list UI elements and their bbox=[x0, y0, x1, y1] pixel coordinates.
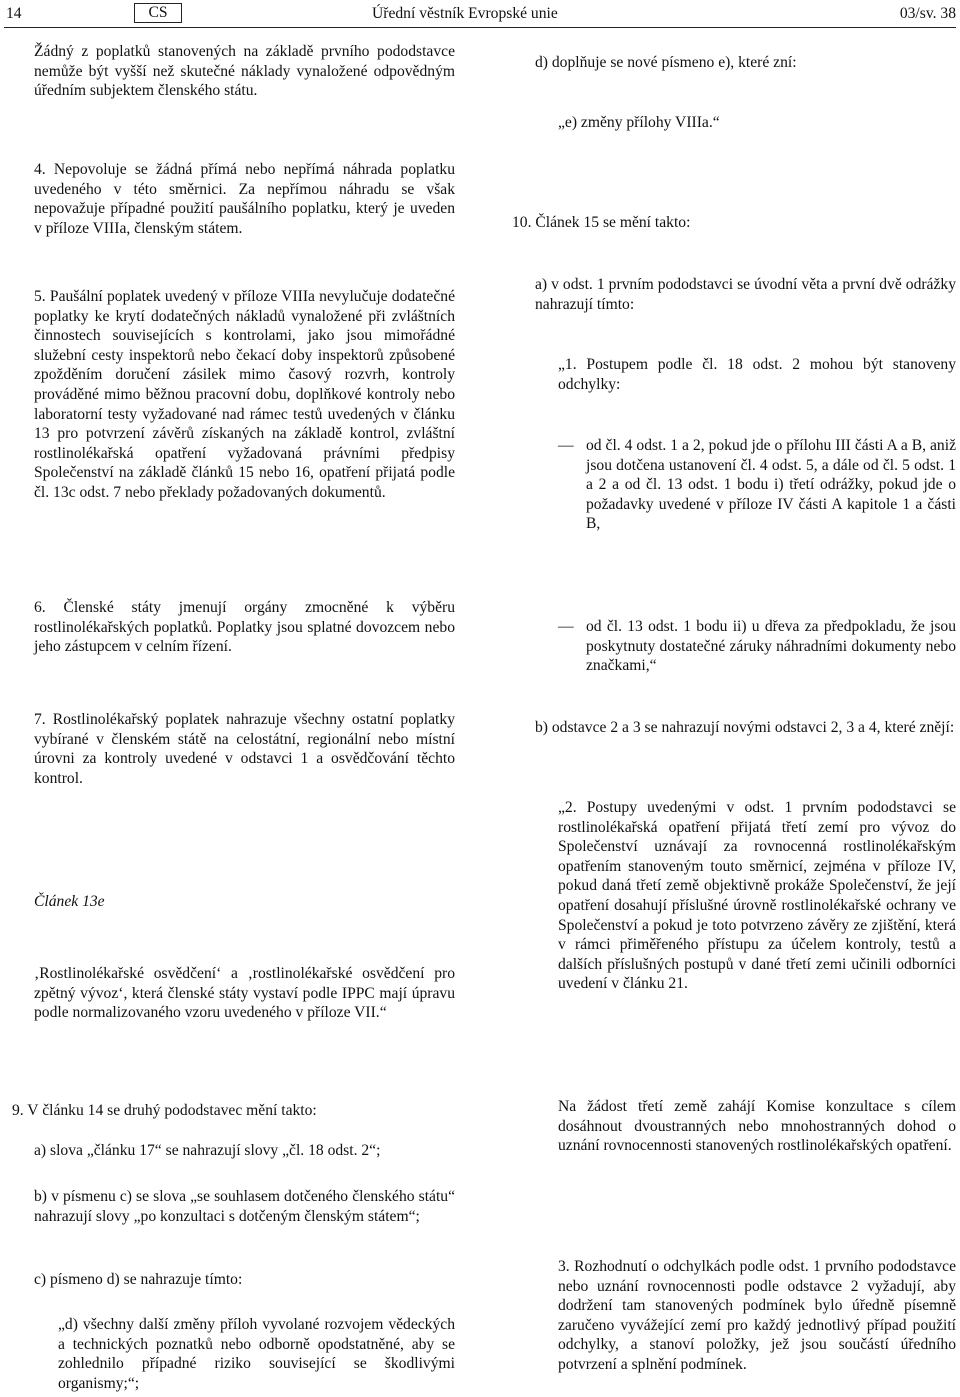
journal-title: Úřední věstník Evropské unie bbox=[372, 5, 558, 22]
paragraph-4: 4. Nepovoluje se žádná přímá nebo nepřímá náhrada poplatku uvedeného v této směrnici. Za nepřímou náhradu se však nepovažuje případné použití paušálního poplatku, který je uveden v příloze VIIIa, členským státem. bbox=[34, 161, 455, 237]
paragraph-10: 10. Článek 15 se mění takto: bbox=[512, 214, 691, 231]
dash-item-1 bbox=[558, 436, 956, 534]
paragraph-10a: a) v odst. 1 prvním pododstavci se úvodní věta a první dvě odrážky nahrazují tímto: bbox=[535, 276, 956, 313]
paragraph-9: 9. V článku 14 se druhý pododstavec mění takto: bbox=[12, 1102, 317, 1119]
paragraph-9c-quote: „d) všechny další změny příloh vyvolané rozvojem vědeckých a technických poznatků nebo odborně opodstatněné, aby se zohlednilo případné riziko související se škodlivými organismy;“; bbox=[58, 1316, 455, 1392]
paragraph-fee-limit: Žádný z poplatků stanovených na základě prvního pododstavce nemůže být vyšší než skutečné náklady vynaložené odpovědným úředním subjektem členského státu. bbox=[34, 43, 455, 100]
header-rule bbox=[4, 27, 956, 28]
paragraph-7: 7. Rostlinolékařský poplatek nahrazuje všechny ostatní poplatky vybírané v členském státě na celostátní, regionální nebo místní úrovni za kontroly uvedené v odstavci 1 a osvědčování těchto kontrol. bbox=[34, 711, 455, 787]
quote-point-1: „1. Postupem podle čl. 18 odst. 2 mohou být stanoveny odchylky: bbox=[558, 356, 956, 393]
article-13e-text: ‚Rostlinolékařské osvědčení‘ a ‚rostlinolékařské osvědčení pro zpětný vývoz‘, která členské státy vystaví podle IPPC mají úpravu podle normalizovaného vzoru uvedeného v příloze VII.“ bbox=[34, 965, 455, 1022]
paragraph-9c: c) písmeno d) se nahrazuje tímto: bbox=[34, 1271, 243, 1288]
dash-item-text: od čl. 13 odst. 1 bodu ii) u dřeva za předpokladu, že jsou poskytnuty dostatečné záruky náhradními dokumenty nebo značkami,“ bbox=[586, 618, 956, 675]
paragraph-d-quote: „e) změny přílohy VIIIa.“ bbox=[558, 114, 720, 131]
quote-point-3: 3. Rozhodnutí o odchylkách podle odst. 1 prvního pododstavce nebo uznání rovnocennosti podle odstavce 2 vyžadují, aby dodržení tam stanovených podmínek bylo úředně písemně zaručeno vyvážející zemí pro každý jednotlivý případ použití odchylky, a stanoví položky, jež jsou součástí úředního potvrzení a splnění podmínek. bbox=[558, 1258, 956, 1373]
paragraph-6: 6. Členské státy jmenují orgány zmocněné k výběru rostlinolékařských poplatků. Poplatky jsou splatné dovozcem nebo jeho zástupcem v celním řízení. bbox=[34, 599, 455, 656]
paragraph-d: d) doplňuje se nové písmeno e), které zní: bbox=[535, 54, 797, 71]
dash-item-2 bbox=[558, 617, 956, 676]
article-13e-title: Článek 13e bbox=[34, 893, 105, 910]
paragraph-9a: a) slova „článku 17“ se nahrazují slovy „čl. 18 odst. 2“; bbox=[34, 1142, 381, 1159]
dash-marker: — bbox=[558, 618, 574, 635]
paragraph-10b: b) odstavce 2 a 3 se nahrazují novými odstavci 2, 3 a 4, které znějí: bbox=[535, 719, 955, 736]
issue-number: 03/sv. 38 bbox=[899, 5, 956, 22]
paragraph-5: 5. Paušální poplatek uvedený v příloze VIIIa nevylučuje dodatečné poplatky ke krytí dodatečných nákladů vynaložené při zvláštních činnostech souvisejících s kontrolami, jako jsou mimořádné služební cesty inspektorů nebo čekací doby inspektorů způsobené zpožděním doručení zásilek mimo časový rozvrh, kontroly prováděné mimo běžnou pracovní dobu, doplňkové kontroly nebo laboratorní testy vyžadované nad rámec testů uvedených v článku 13 pro potvrzení závěrů získaných na základě kontrol, zvláštní rostlinolékařská opatření vyžadovaná právními předpisy Společenství na základě článků 15 nebo 16, opatření přijatá podle čl. 13c odst. 7 nebo překlady požadovaných dokumentů. bbox=[34, 288, 455, 501]
page-number: 14 bbox=[6, 5, 22, 22]
quote-point-2-continued: Na žádost třetí země zahájí Komise konzultace s cílem dosáhnout dvoustranných nebo mnohostranných dohod o uznání rovnocennosti stanovených rostlinolékařských opatření. bbox=[558, 1098, 956, 1155]
paragraph-9b: b) v písmenu c) se slova „se souhlasem dotčeného členského státu“ nahrazují slovy „po konzultaci s dotčeným členským státem“; bbox=[34, 1188, 455, 1225]
dash-item-text: od čl. 4 odst. 1 a 2, pokud jde o přílohu III části A a B, aniž jsou dotčena ustanovení čl. 4 odst. 5, a dále od čl. 5 odst. 1 a 2 a od čl. 13 odst. 1 bodu i) třetí odrážky, pokud jde o požadavky uvedené v příloze IV části A kapitole 1 a části B, bbox=[586, 437, 956, 533]
language-badge: CS bbox=[134, 3, 182, 23]
page-header bbox=[0, 0, 960, 40]
quote-point-2: „2. Postupy uvedenými v odst. 1 prvním pododstavci se rostlinolékařská opatření přijatá třetí zemí pro vývoz do Společenství uznávají za rovnocenná rostlinolékařským opatřením stanoveným touto směrnicí, zejména v příloze IV, pokud daná třetí země objektivně prokáže Společenství, že její opatření dosahují příslušné úrovně rostlinolékařské ochrany ve Společenství a pokud je toto potvrzeno závěry ze zjištění, která v rámci přiměřeného přístupu za účelem kontroly, testů a dalších příslušných postupů v dané třetí zemi učinili odborníci uvedení v článku 21. bbox=[558, 799, 956, 993]
dash-marker: — bbox=[558, 437, 574, 454]
